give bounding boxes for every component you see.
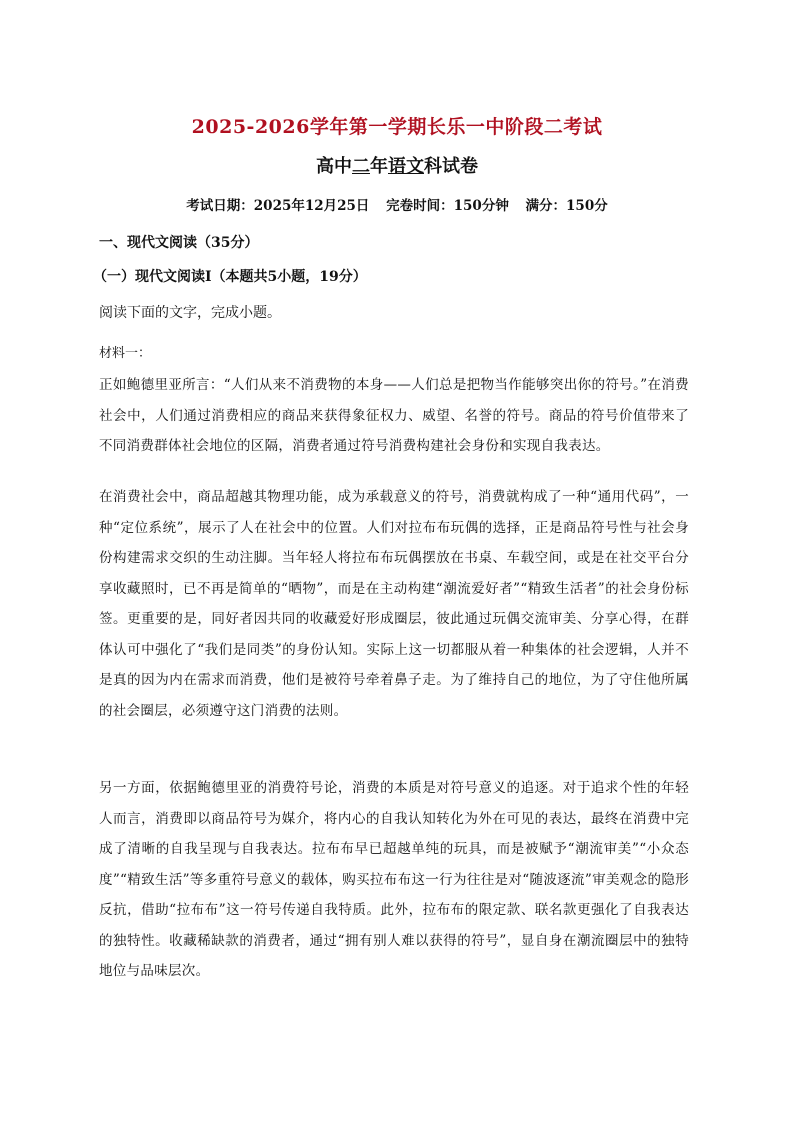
subtitle-grade: 二 [352,156,370,177]
exam-title: 2025-2026学年第一学期长乐一中阶段二考试 [191,116,603,138]
exam-full-score: 满分：150分 [525,198,608,214]
exam-date: 考试日期：2025年12月25日 [186,198,370,214]
subtitle-subject: 语文 [388,156,424,177]
material-label: 材料一： [99,346,152,361]
paragraph-2: 在消费社会中，商品超越其物理功能，成为承载意义的符号，消费就构成了一种“通用代码”，一种“定位系统”，展示了人在社会中的位置。人们对拉布布玩偶的选择，正是商品符号性与社会身份构建需求交织的生动注脚。当年轻人将拉布布玩偶摆放在书桌、车载空间，或是在社交平台分享收藏照时，已不再是简单的“晒物”，而是在主动构建“潮流爱好者”“精致生活者”的社会身份标签。更重要的是，同好者因共同的收藏爱好形成圈层，彼此通过玩偶交流审美、分享心得，在群体认可中强化了“我们是同类”的身份认知。实际上这一切都服从着一种集体的社会逻辑，人并不是真的因为内在需求而消费，他们是被符号牵着鼻子走。为了维持自己的地位，为了守住他所属的社会圈层，必须遵守这门消费的法则。 [99,489,689,719]
exam-subtitle [0,152,794,178]
exam-duration: 完卷时间：150分钟 [386,198,509,214]
exam-meta [0,194,794,214]
subtitle-part: 年 [370,156,388,177]
paragraph-3: 另一方面，依据鲍德里亚的消费符号论，消费的本质是对符号意义的追逐。对于追求个性的年轻人而言，消费即以商品符号为媒介，将内心的自我认知转化为外在可见的表达，最终在消费中完成了清晰的自我呈现与自我表达。拉布布早已超越单纯的玩具，而是被赋予“潮流审美”“小众态度”“精致生活”等多重符号意义的载体，购买拉布布这一行为往往是对“随波逐流”审美观念的隐形反抗，借助“拉布布”这一符号传递自我特质。此外，拉布布的限定款、联名款更强化了自我表达的独特性。收藏稀缺款的消费者，通过“拥有别人难以获得的符号”，显自身在潮流圈层中的独特地位与品味层次。 [99,780,689,979]
section-heading: 一、现代文阅读（35分） [99,235,259,251]
subsection-heading: （一）现代文阅读I（本题共5小题，19分） [93,269,367,285]
subtitle-part: 高中 [316,156,352,177]
reading-instruction: 阅读下面的文字，完成小题。 [99,305,281,321]
paragraph-1: 正如鲍德里亚所言：“人们从来不消费物的本身——人们总是把物当作能够突出你的符号。”在消费社会中，人们通过消费相应的商品来获得象征权力、威望、名誉的符号。商品的符号价值带来了不同消费群体社会地位的区隔，消费者通过符号消费构建社会身份和实现自我表达。 [99,377,689,454]
subtitle-part: 科试卷 [424,156,478,177]
